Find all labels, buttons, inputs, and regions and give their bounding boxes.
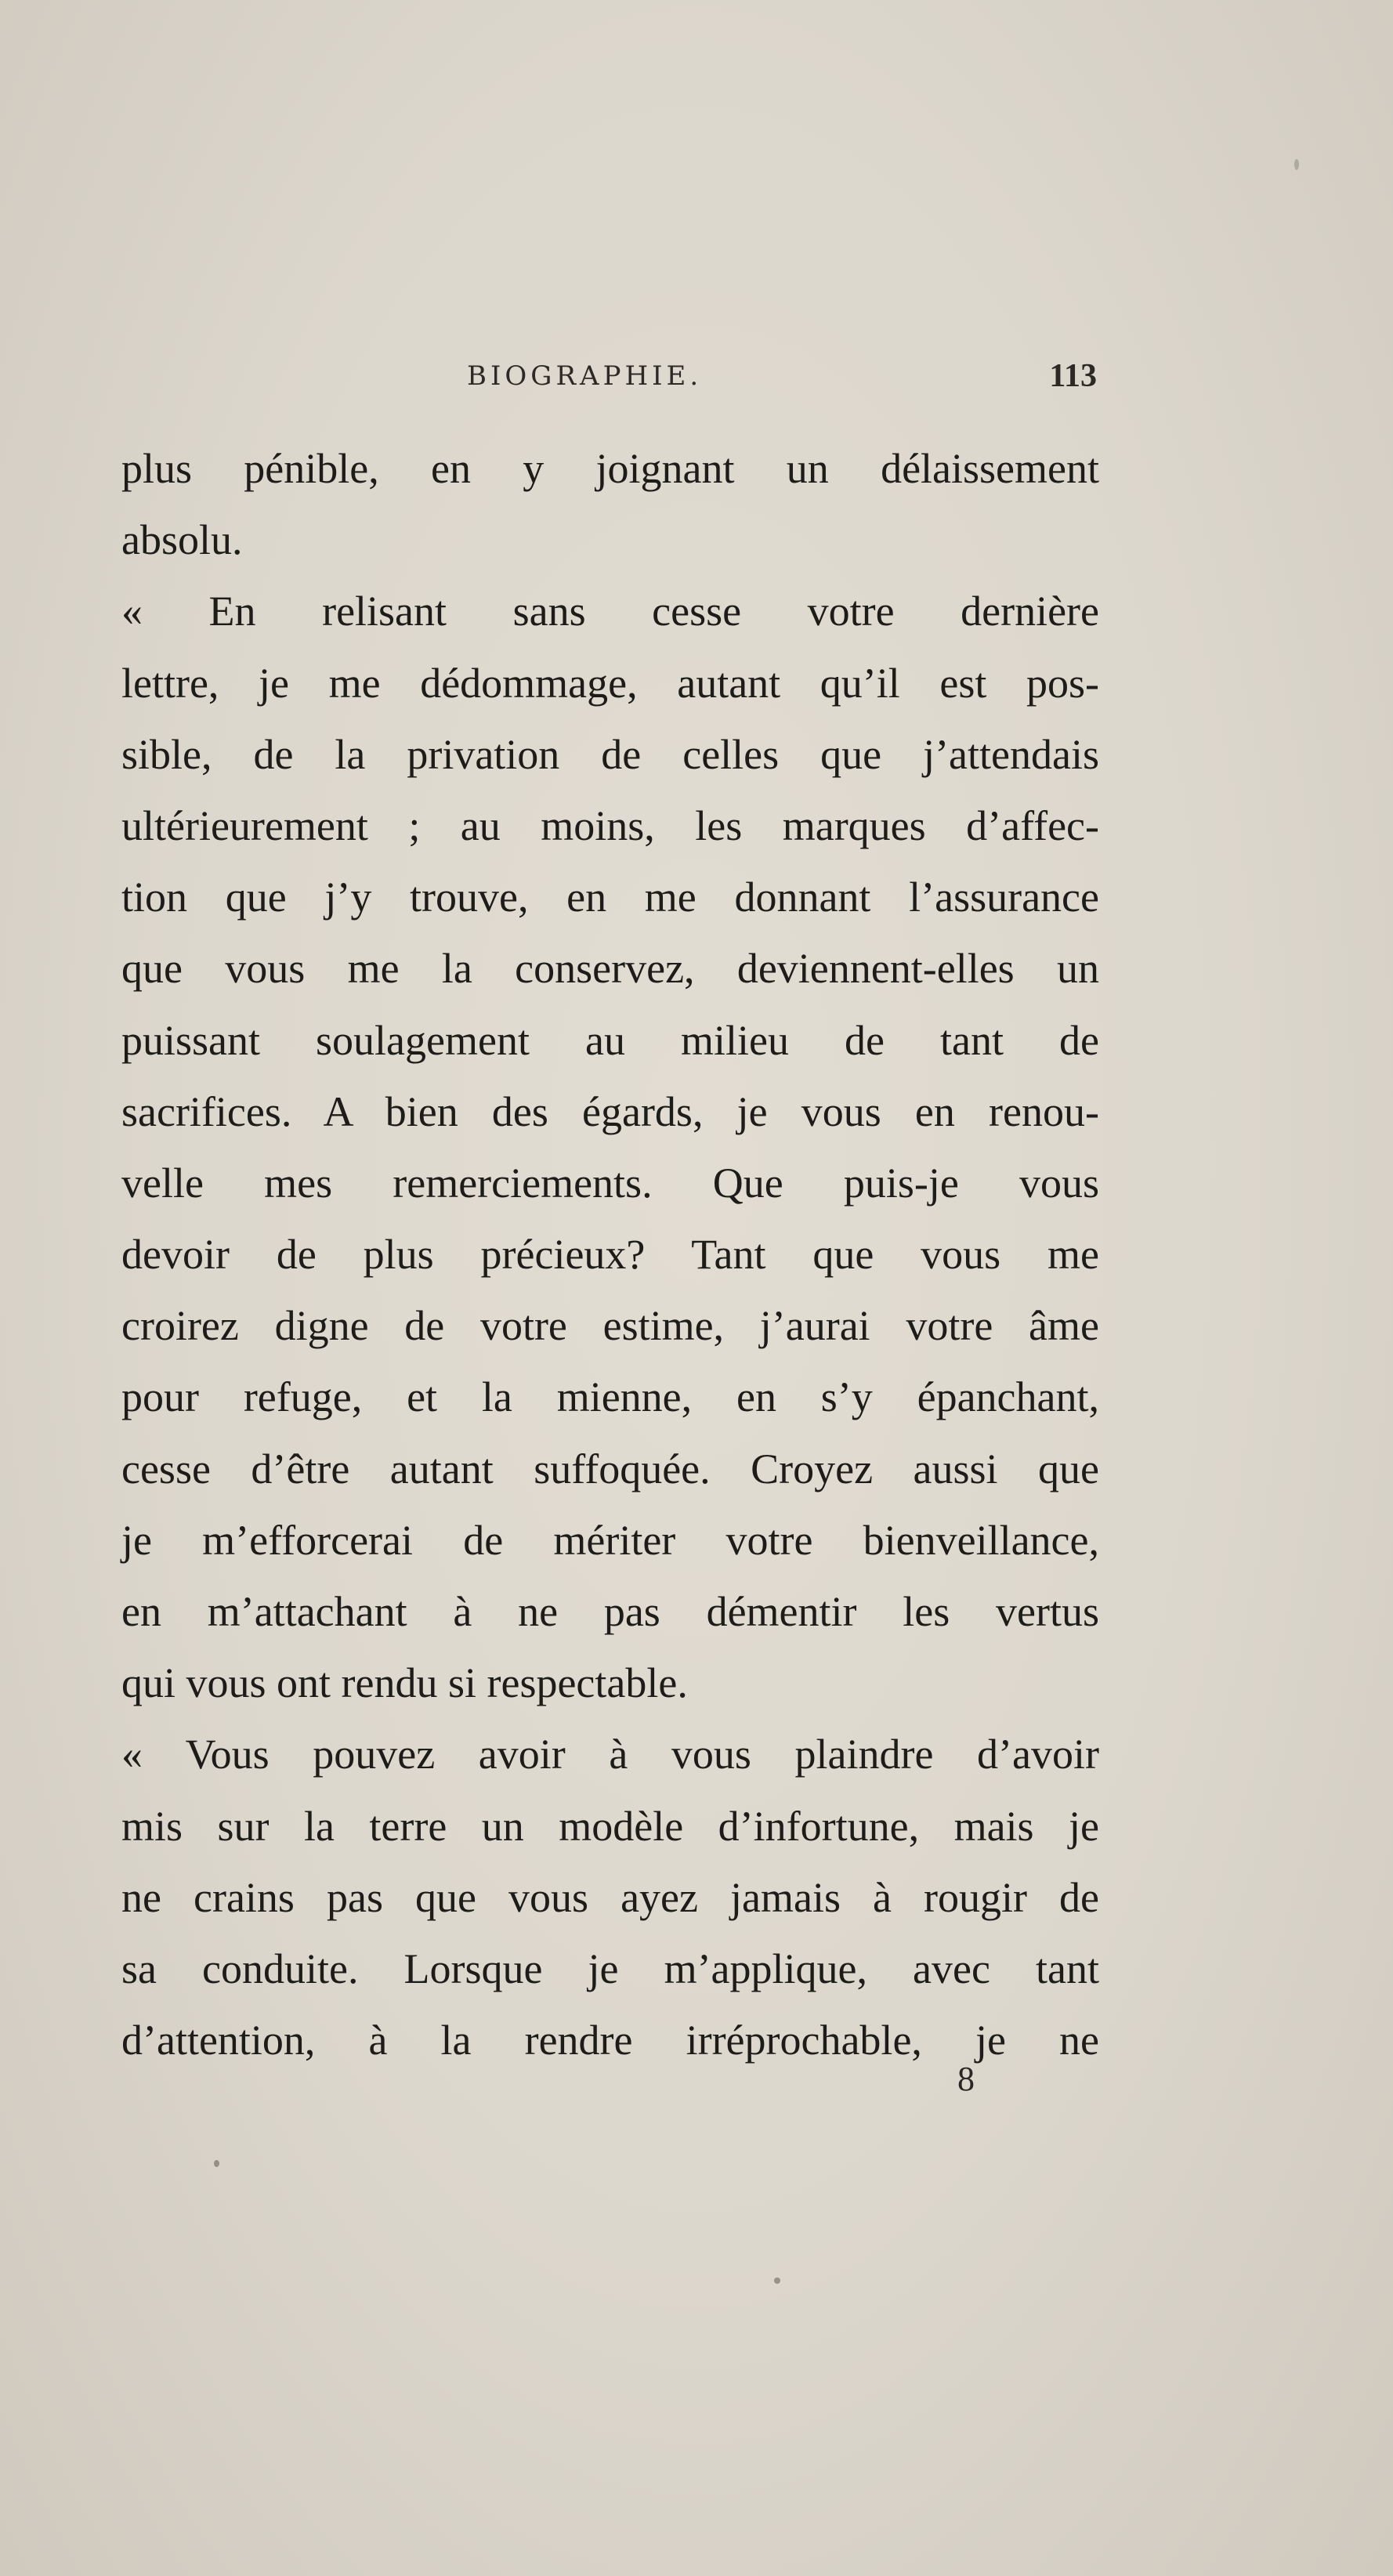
text-line: sible, de la privation de celles que j’attendais xyxy=(121,730,1099,778)
text-line: que vous me la conservez, deviennent-elles un xyxy=(121,945,1099,993)
text-line: croirez digne de votre estime, j’aurai votre âme xyxy=(121,1302,1099,1350)
text-line: qui vous ont rendu si respectable. xyxy=(121,1659,688,1707)
body-text xyxy=(121,433,1099,2076)
text-line: absolu. xyxy=(121,516,243,564)
text-line: tion que j’y trouve, en me donnant l’assurance xyxy=(121,874,1099,921)
paper-speck xyxy=(774,2278,780,2284)
text-line: sacrifices. A bien des égards, je vous en renou- xyxy=(121,1087,1099,1135)
signature-mark: 8 xyxy=(957,2060,975,2098)
text-line: plus pénible, en y joignant un délaissement xyxy=(121,445,1099,492)
paragraph-start-line: « En relisant sans cesse votre dernière xyxy=(121,588,1099,635)
running-head xyxy=(0,356,1393,396)
text-line: en m’attachant à ne pas démentir les vertus xyxy=(121,1588,1099,1635)
text-line: devoir de plus précieux? Tant que vous me xyxy=(121,1231,1099,1279)
text-line: lettre, je me dédommage, autant qu’il est pos- xyxy=(121,659,1099,707)
paper-speck xyxy=(214,2160,219,2167)
text-line: sa conduite. Lorsque je m’applique, avec tant xyxy=(121,1945,1099,1992)
text-line: puissant soulagement au milieu de tant de xyxy=(121,1016,1099,1064)
page-number: 113 xyxy=(1049,358,1097,394)
text-line: mis sur la terre un modèle d’infortune, mais je xyxy=(121,1802,1099,1850)
text-line: pour refuge, et la mienne, en s’y épanchant, xyxy=(121,1373,1099,1421)
text-line: cesse d’être autant suffoquée. Croyez aussi que xyxy=(121,1445,1099,1492)
running-title: BIOGRAPHIE. xyxy=(467,360,703,392)
paper-speck xyxy=(1294,159,1299,170)
text-line: velle mes remerciements. Que puis-je vous xyxy=(121,1159,1099,1207)
text-line: je m’efforcerai de mériter votre bienveillance, xyxy=(121,1516,1099,1564)
paragraph-start-line: « Vous pouvez avoir à vous plaindre d’avoir xyxy=(121,1731,1099,1778)
text-line: d’attention, à la rendre irréprochable, je ne xyxy=(121,2017,1099,2064)
text-line: ultérieurement ; au moins, les marques d’affec- xyxy=(121,801,1099,849)
text-line: ne crains pas que vous ayez jamais à rougir de xyxy=(121,1873,1099,1921)
